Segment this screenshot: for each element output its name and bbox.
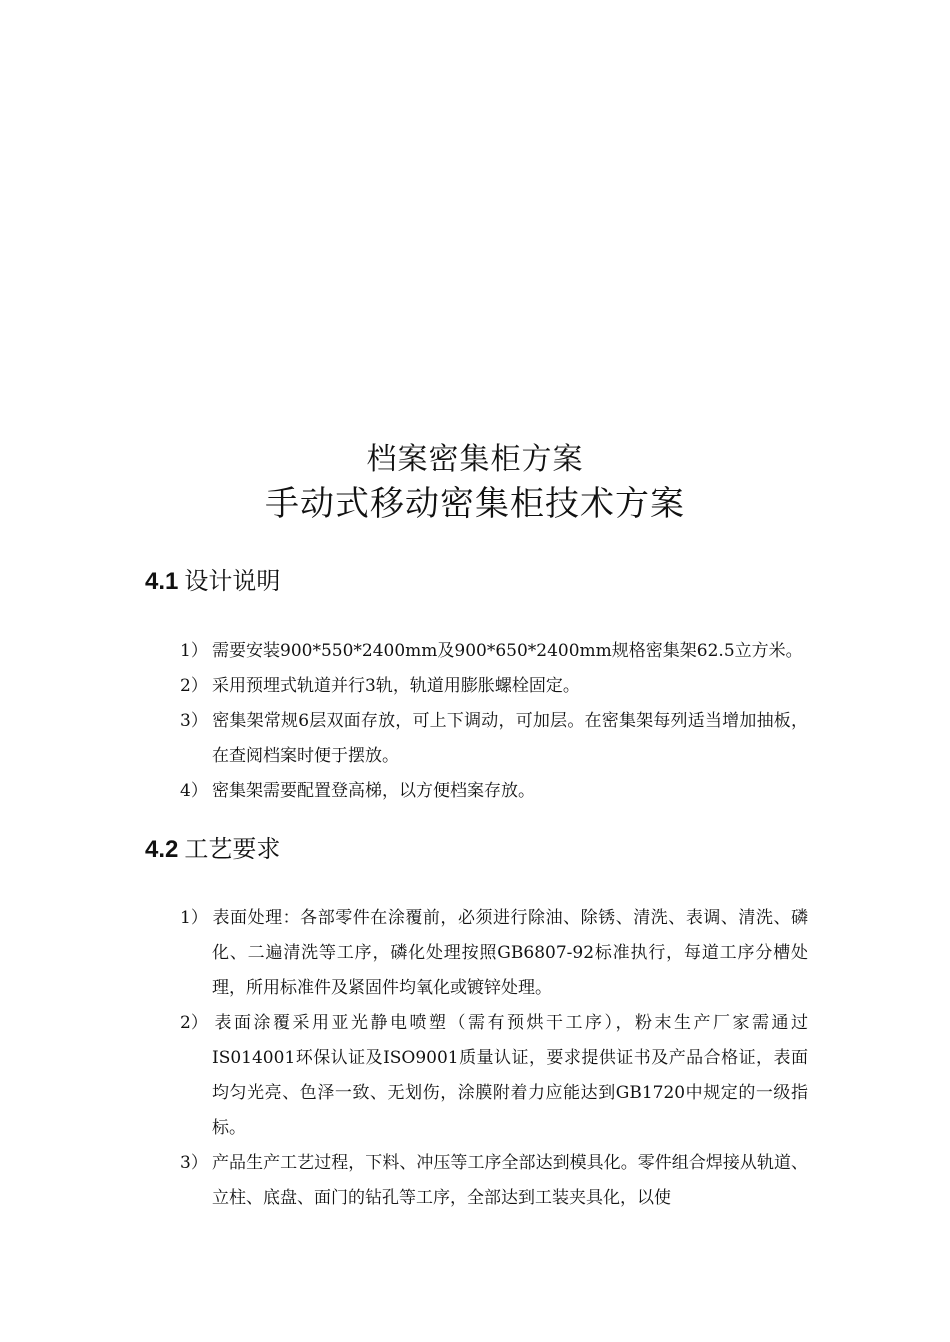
list-item xyxy=(180,669,808,704)
list-item-text: 密集架需要配置登高梯，以方便档案存放。 xyxy=(212,781,535,801)
list-marker: 3） xyxy=(180,1153,208,1173)
list-marker: 1） xyxy=(180,641,208,661)
section-number: 4.2 xyxy=(145,836,179,863)
list-item xyxy=(180,704,808,774)
list-item-text: 表面涂覆采用亚光静电喷塑（需有预烘干工序），粉末生产厂家需通过IS014001环保认证及ISO9001质量认证，要求提供证书及产品合格证，表面均匀光亮、色泽一致、无划伤，涂膜附着力应能达到GB1720中规定的一级指标。 xyxy=(212,1013,808,1138)
list-item xyxy=(180,774,808,809)
list-item-text: 产品生产工艺过程，下料、冲压等工序全部达到模具化。零件组合焊接从轨道、立柱、底盘、面门的钻孔等工序，全部达到工装夹具化，以使 xyxy=(212,1153,808,1208)
section-heading-4-1 xyxy=(145,566,280,597)
list-marker: 1） xyxy=(180,908,208,928)
list-item-text: 密集架常规6层双面存放，可上下调动，可加层。在密集架每列适当增加抽板，在查阅档案时便于摆放。 xyxy=(212,711,808,766)
section-title: 设计说明 xyxy=(184,567,281,595)
list-item-text: 需要安装900*550*2400mm及900*650*2400mm规格密集架62.5立方米。 xyxy=(212,641,803,661)
list-marker: 2） xyxy=(180,1013,208,1033)
list-marker: 4） xyxy=(180,781,208,801)
list-item xyxy=(180,634,808,669)
list-marker: 2） xyxy=(180,676,208,696)
section-title: 工艺要求 xyxy=(184,835,281,863)
list-item xyxy=(180,1006,808,1146)
list-marker: 3） xyxy=(180,711,208,731)
list-item xyxy=(180,901,808,1006)
design-notes-list xyxy=(180,634,808,809)
document-title xyxy=(0,438,950,526)
section-number: 4.1 xyxy=(145,568,179,595)
list-item-text: 表面处理：各部零件在涂覆前，必须进行除油、除锈、清洗、表调、清洗、磷化、二遍清洗等工序，磷化处理按照GB6807-92标准执行，每道工序分槽处理，所用标准件及紧固件均氧化或镀锌处理。 xyxy=(212,908,808,998)
list-item xyxy=(180,1146,808,1216)
section-heading-4-2 xyxy=(145,834,280,865)
title-line-2: 手动式移动密集柜技术方案 xyxy=(265,484,685,524)
process-requirements-list xyxy=(180,901,808,1216)
list-item-text: 采用预埋式轨道并行3轨，轨道用膨胀螺栓固定。 xyxy=(212,676,580,696)
title-line-1: 档案密集柜方案 xyxy=(366,442,584,477)
